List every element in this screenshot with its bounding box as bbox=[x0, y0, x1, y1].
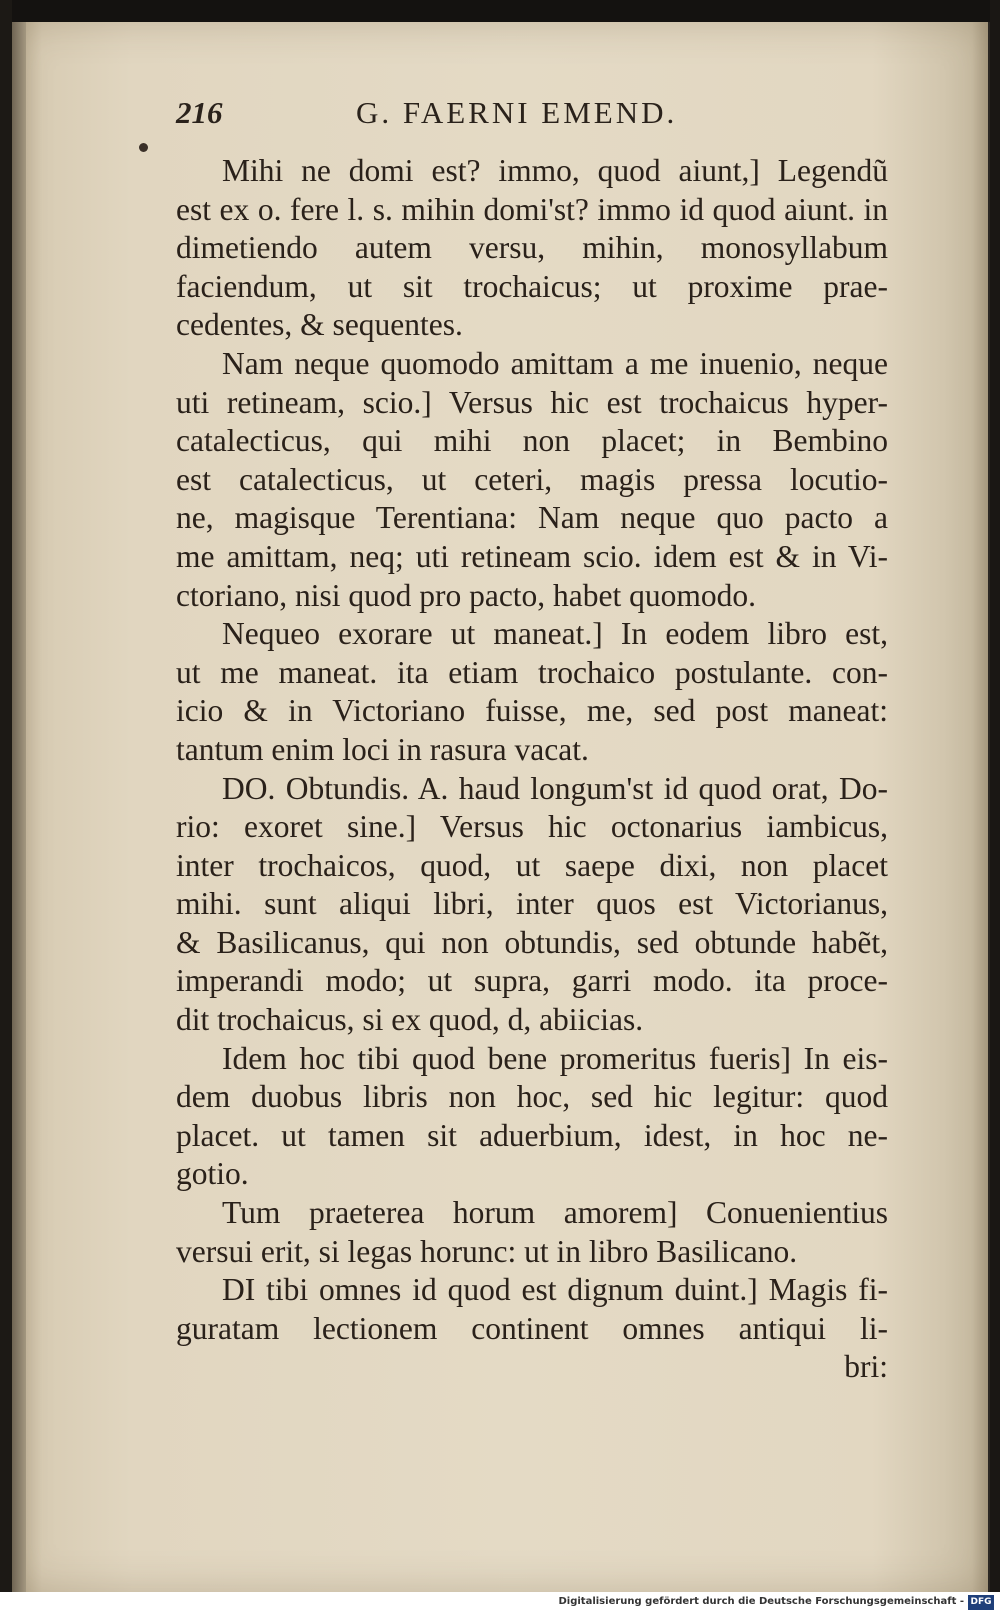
page-number: 216 bbox=[176, 95, 223, 130]
text-line: ctoriano, nisi quod pro pacto, habet quomodo. bbox=[176, 577, 757, 613]
text-line: rio: exoret sine.] Versus hic octonarius iambicus, bbox=[176, 809, 888, 845]
digitization-footer bbox=[0, 1592, 1000, 1614]
text-line: Mihi ne domi est? immo, quod aiunt,] Legendũ bbox=[222, 153, 888, 188]
body-text bbox=[176, 152, 888, 1387]
page-binding-edge bbox=[12, 22, 26, 1592]
text-line: icio & in Victoriano fuisse, me, sed post maneat: bbox=[176, 693, 888, 729]
text-line: me amittam, neq; uti retineam scio. idem est & in Vi- bbox=[176, 538, 888, 574]
text-line: Idem hoc tibi quod bene promeritus fueris] In eis- bbox=[222, 1040, 888, 1076]
text-line: uti retineam, scio.] Versus hic est trochaicus hyper- bbox=[176, 384, 888, 420]
scan-border-left bbox=[0, 0, 12, 1614]
dfg-logo-icon: DFG bbox=[968, 1595, 994, 1610]
text-line: DO. Obtundis. A. haud longum'st id quod orat, Do- bbox=[222, 770, 888, 806]
text-line: guratam lectionem continent omnes antiqui li- bbox=[176, 1310, 888, 1346]
scan-border-top bbox=[0, 0, 1000, 22]
text-line: ut me maneat. ita etiam trochaico postulante. con- bbox=[176, 654, 888, 690]
text-line: Tum praeterea horum amorem] Conuenientius bbox=[222, 1195, 888, 1231]
text-line: placet. ut tamen sit aduerbium, idest, in hoc ne- bbox=[176, 1117, 888, 1153]
text-line: tantum enim loci in rasura vacat. bbox=[176, 731, 589, 767]
text-line: inter trochaicos, quod, ut saepe dixi, non placet bbox=[176, 847, 888, 883]
text-line: est catalecticus, ut ceteri, magis pressa locutio- bbox=[176, 461, 888, 497]
text-line: dit trochaicus, si ex quod, d, abiicias. bbox=[176, 1002, 644, 1038]
text-line: Nam neque quomodo amittam a me inuenio, neque bbox=[222, 345, 888, 381]
funding-credit: Digitalisierung gefördert durch die Deutsche Forschungsgemeinschaft - bbox=[558, 1596, 964, 1607]
text-line: faciendum, ut sit trochaicus; ut proxime prae- bbox=[176, 268, 888, 304]
text-line: ne, magisque Terentiana: Nam neque quo pacto a bbox=[176, 500, 888, 536]
text-line: imperandi modo; ut supra, garri modo. ita proce- bbox=[176, 963, 888, 999]
running-head bbox=[176, 85, 816, 135]
text-line: gotio. bbox=[176, 1156, 249, 1192]
text-line: & Basilicanus, qui non obtundis, sed obtunde habẽt, bbox=[176, 924, 888, 960]
text-line: est ex o. fere l. s. mihin domi'st? immo id quod aiunt. in bbox=[176, 191, 888, 227]
ink-spot bbox=[139, 143, 148, 152]
catchword: bri: bbox=[844, 1349, 888, 1385]
text-line: DI tibi omnes id quod est dignum duint.] Magis fi- bbox=[222, 1272, 888, 1308]
text-line: catalecticus, qui mihi non placet; in Bembino bbox=[176, 423, 888, 459]
text-line: cedentes, & sequentes. bbox=[176, 307, 463, 343]
text-line: dimetiendo autem versu, mihin, monosyllabum bbox=[176, 230, 888, 266]
running-title: G. FAERNI EMEND. bbox=[356, 95, 678, 130]
text-line: Nequeo exorare ut maneat.] In eodem libro est, bbox=[222, 616, 888, 652]
scan-border-right bbox=[990, 0, 1000, 1614]
text-line: versui erit, si legas horunc: ut in libro Basilicano. bbox=[176, 1233, 798, 1269]
text-line: dem duobus libris non hoc, sed hic legitur: quod bbox=[176, 1079, 888, 1115]
text-line: mihi. sunt aliqui libri, inter quos est Victorianus, bbox=[176, 886, 888, 922]
